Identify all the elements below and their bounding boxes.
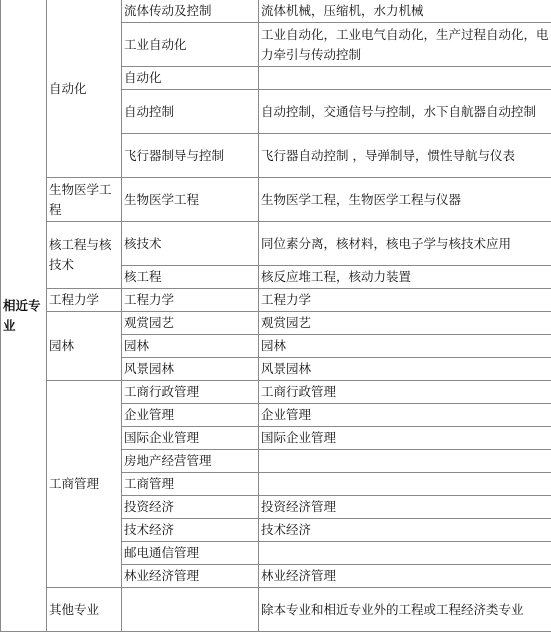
related-cell: 观赏园艺 xyxy=(259,312,551,335)
related-cell: 国际企业管理 xyxy=(259,427,551,450)
major-cell: 流体传动及控制 xyxy=(122,0,259,23)
table-row xyxy=(1,588,551,632)
major-cell: 风景园林 xyxy=(122,358,259,381)
related-cell: 自动控制，交通信号与控制，水下自航器自动控制 xyxy=(259,90,551,134)
group-cell: 生物医学工程 xyxy=(47,178,122,222)
related-cell xyxy=(259,542,551,565)
category-cell: 相近专业 xyxy=(1,0,47,632)
table-row xyxy=(1,178,551,222)
major-cell: 观赏园艺 xyxy=(122,312,259,335)
group-cell: 自动化 xyxy=(47,0,122,178)
group-cell: 核工程与核技术 xyxy=(47,222,122,289)
table-row xyxy=(1,381,551,404)
related-cell: 工程力学 xyxy=(259,289,551,312)
major-cell: 林业经济管理 xyxy=(122,565,259,588)
major-cell: 核工程 xyxy=(122,266,259,289)
related-cell: 风景园林 xyxy=(259,358,551,381)
major-cell: 园林 xyxy=(122,335,259,358)
group-cell: 园林 xyxy=(47,312,122,381)
related-cell xyxy=(259,450,551,473)
major-cell: 邮电通信管理 xyxy=(122,542,259,565)
major-cell: 工业自动化 xyxy=(122,23,259,67)
major-cell: 企业管理 xyxy=(122,404,259,427)
group-cell: 工程力学 xyxy=(47,289,122,312)
related-cell: 流体机械，压缩机，水力机械 xyxy=(259,0,551,23)
related-cell: 核反应堆工程，核动力装置 xyxy=(259,266,551,289)
other-text-cell: 除本专业和相近专业外的工程或工程经济类专业 xyxy=(259,588,551,632)
related-cell: 工业自动化，工业电气自动化，生产过程自动化，电力牵引与传动控制 xyxy=(259,23,551,67)
major-cell: 自动化 xyxy=(122,67,259,90)
major-cell: 飞行器制导与控制 xyxy=(122,134,259,178)
table-row xyxy=(1,0,551,23)
related-cell: 飞行器自动控制 ，导弹制导，惯性导航与仪表 xyxy=(259,134,551,178)
related-cell: 生物医学工程，生物医学工程与仪器 xyxy=(259,178,551,222)
major-cell: 核技术 xyxy=(122,222,259,266)
major-cell: 投资经济 xyxy=(122,496,259,519)
table-row xyxy=(1,222,551,266)
major-cell: 自动控制 xyxy=(122,90,259,134)
empty-cell xyxy=(122,588,259,632)
related-cell: 企业管理 xyxy=(259,404,551,427)
major-cell: 技术经济 xyxy=(122,519,259,542)
related-cell: 园林 xyxy=(259,335,551,358)
major-cell: 生物医学工程 xyxy=(122,178,259,222)
group-cell: 工商管理 xyxy=(47,381,122,588)
table-row xyxy=(1,312,551,335)
major-cell: 工商管理 xyxy=(122,473,259,496)
major-cell: 国际企业管理 xyxy=(122,427,259,450)
related-cell: 同位素分离，核材料，核电子学与核技术应用 xyxy=(259,222,551,266)
related-cell xyxy=(259,67,551,90)
related-cell: 投资经济管理 xyxy=(259,496,551,519)
related-cell xyxy=(259,473,551,496)
related-cell: 林业经济管理 xyxy=(259,565,551,588)
major-cell: 工程力学 xyxy=(122,289,259,312)
related-cell: 技术经济 xyxy=(259,519,551,542)
related-cell: 工商行政管理 xyxy=(259,381,551,404)
major-cell: 工商行政管理 xyxy=(122,381,259,404)
table-row xyxy=(1,289,551,312)
category-cell: 其他专业 xyxy=(47,588,122,632)
major-cell: 房地产经营管理 xyxy=(122,450,259,473)
